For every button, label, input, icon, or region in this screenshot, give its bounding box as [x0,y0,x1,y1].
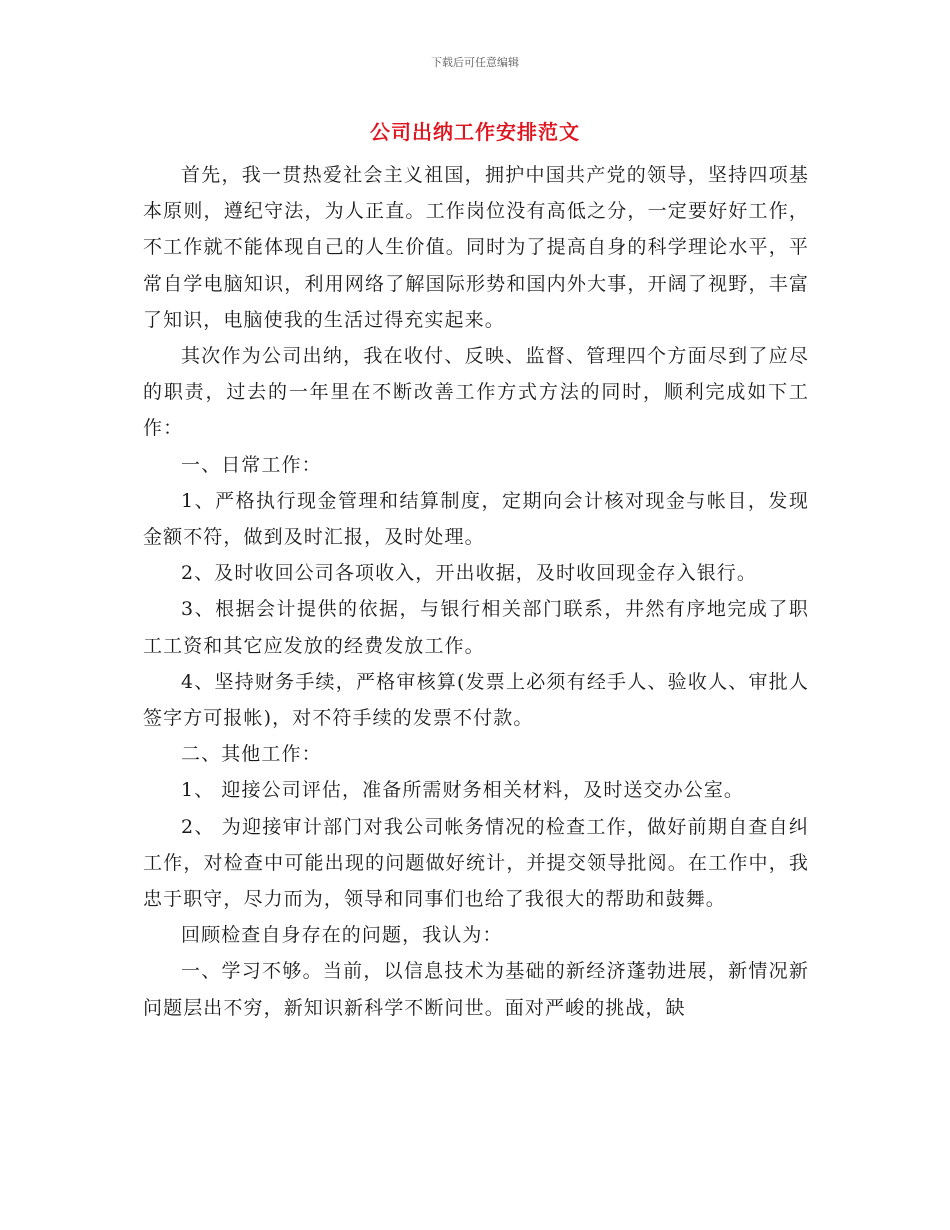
paragraph: 1、严格执行现金管理和结算制度，定期向会计核对现金与帐目，发现金额不符，做到及时汇报，及时处理。 [143,489,809,549]
paragraph: 其次作为公司出纳，我在收付、反映、监督、管理四个方面尽到了应尽的职责，过去的一年里在不断改善工作方式方法的同时，顺利完成如下工作： [143,345,809,440]
document-body [143,157,809,1026]
paragraph: 3、根据会计提供的依据，与银行相关部门联系，井然有序地完成了职工工资和其它应发放的经费发放工作。 [143,598,809,657]
header-note: 下载后可任意编辑 [431,56,519,69]
paragraph: 首先，我一贯热爱社会主义祖国，拥护中国共产党的领导，坚持四项基本原则，遵纪守法，为人正直。工作岗位没有高低之分，一定要好好工作，不工作就不能体现自己的人生价值。同时为了提高自身的科学理论水平，平常自学电脑知识，利用网络了解国际形势和国内外大事，开阔了视野，丰富了知识，电脑使我的生活过得充实起来。 [143,164,809,331]
paragraph: 二、其他工作： [181,743,322,766]
paragraph: 回顾检查自身存在的问题，我认为： [181,924,503,947]
document-title: 公司出纳工作安排范文 [370,120,580,144]
paragraph: 1、 迎接公司评估，准备所需财务相关材料，及时送交办公室。 [181,779,745,802]
paragraph: 2、及时收回公司各项收入，开出收据，及时收回现金存入银行。 [181,562,757,585]
paragraph: 2、 为迎接审计部门对我公司帐务情况的检查工作，做好前期自查自纠工作，对检查中可能出现的问题做好统计，并提交领导批阅。在工作中，我忠于职守，尽力而为，领导和同事们也给了我很大的帮助和鼓舞。 [143,815,809,911]
paragraph: 一、日常工作： [181,453,322,476]
paragraph: 一、学习不够。当前，以信息技术为基础的新经济蓬勃进展，新情况新问题层出不穷，新知识新科学不断问世。面对严峻的挑战，缺 [143,960,809,1019]
paragraph: 4、坚持财务手续，严格审核算(发票上必须有经手人、验收人、审批人签字方可报帐)，对不符手续的发票不付款。 [143,670,809,730]
